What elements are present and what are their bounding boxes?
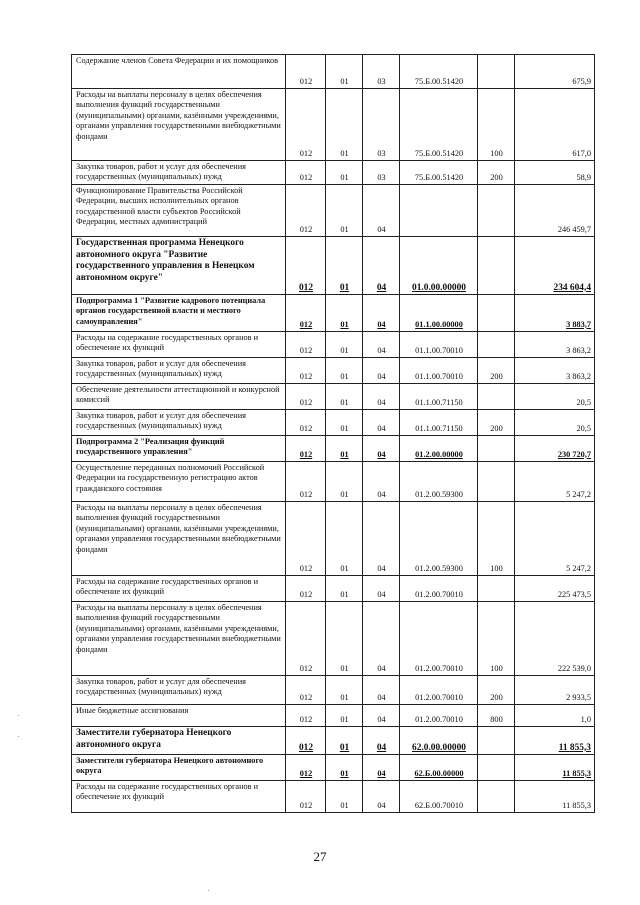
row-ved-code: 012 (286, 727, 326, 755)
row-section-code: 01 (326, 237, 363, 295)
table-row (72, 462, 595, 502)
budget-table (71, 54, 595, 813)
row-ved-code: 012 (286, 576, 326, 602)
row-subsection-code: 04 (363, 237, 400, 295)
row-target-article: 62.0.00.00000 (400, 727, 478, 755)
row-section-code: 01 (326, 295, 363, 332)
row-amount: 617,0 (515, 89, 595, 161)
budget-table-body (72, 55, 595, 813)
row-name: Расходы на выплаты персоналу в целях обеспечения выполнения функций государственными (муниципальными) органами, казёнными учреждениями, органами управления государственными внебюджетными фондами (72, 502, 286, 576)
row-name: Подпрограмма 1 "Развитие кадрового потенциала органов государственной власти и местного самоуправления" (72, 295, 286, 332)
row-subsection-code: 03 (363, 55, 400, 89)
row-target-article: 01.2.00.70010 (400, 705, 478, 727)
table-row (72, 727, 595, 755)
row-amount: 20,5 (515, 384, 595, 410)
row-expense-type: 200 (478, 410, 515, 436)
row-ved-code: 012 (286, 384, 326, 410)
row-expense-type: 100 (478, 502, 515, 576)
row-target-article: 01.2.00.70010 (400, 602, 478, 676)
row-expense-type (478, 295, 515, 332)
row-expense-type: 100 (478, 89, 515, 161)
row-ved-code: 012 (286, 185, 326, 237)
row-expense-type (478, 384, 515, 410)
table-row (72, 237, 595, 295)
row-name: Закупка товаров, работ и услуг для обеспечения государственных (муниципальных) нужд (72, 161, 286, 185)
table-row (72, 502, 595, 576)
row-name: Функционирование Правительства Российской Федерации, высших исполнительных органов государственной власти субъектов Российской Федерации, местных администраций (72, 185, 286, 237)
table-row (72, 602, 595, 676)
row-amount: 11 855,3 (515, 755, 595, 781)
row-amount: 2 933,5 (515, 676, 595, 705)
row-expense-type: 200 (478, 676, 515, 705)
row-amount: 234 604,4 (515, 237, 595, 295)
row-subsection-code: 04 (363, 576, 400, 602)
row-target-article: 75.Б.00.51420 (400, 89, 478, 161)
row-amount: 675,9 (515, 55, 595, 89)
row-subsection-code: 04 (363, 185, 400, 237)
row-section-code: 01 (326, 462, 363, 502)
row-expense-type (478, 185, 515, 237)
table-row (72, 705, 595, 727)
table-row (72, 295, 595, 332)
row-name: Заместители губернатора Ненецкого автономного округа (72, 727, 286, 755)
row-ved-code: 012 (286, 755, 326, 781)
row-target-article: 01.1.00.71150 (400, 384, 478, 410)
row-section-code: 01 (326, 89, 363, 161)
row-name: Осуществление переданных полномочий Российской Федерации на государственную регистрацию актов гражданского состояния (72, 462, 286, 502)
row-target-article (400, 185, 478, 237)
row-section-code: 01 (326, 161, 363, 185)
row-subsection-code: 04 (363, 436, 400, 462)
table-row (72, 576, 595, 602)
row-ved-code: 012 (286, 410, 326, 436)
row-amount: 11 855,3 (515, 781, 595, 813)
row-expense-type (478, 237, 515, 295)
scan-speck (18, 715, 19, 716)
row-target-article: 01.2.00.59300 (400, 502, 478, 576)
row-section-code: 01 (326, 705, 363, 727)
row-ved-code: 012 (286, 161, 326, 185)
table-row (72, 676, 595, 705)
row-subsection-code: 04 (363, 358, 400, 384)
row-amount: 3 883,7 (515, 295, 595, 332)
row-name: Обеспечение деятельности аттестационной и конкурсной комиссий (72, 384, 286, 410)
row-target-article: 01.2.00.70010 (400, 576, 478, 602)
row-name: Содержание членов Совета Федерации и их помощников (72, 55, 286, 89)
row-name: Заместители губернатора Ненецкого автономного округа (72, 755, 286, 781)
row-section-code: 01 (326, 55, 363, 89)
row-expense-type (478, 781, 515, 813)
row-name: Подпрограмма 2 "Реализация функций государственного управления" (72, 436, 286, 462)
row-target-article: 01.1.00.70010 (400, 358, 478, 384)
row-amount: 222 539,0 (515, 602, 595, 676)
row-amount: 3 863,2 (515, 358, 595, 384)
row-expense-type: 800 (478, 705, 515, 727)
row-target-article: 01.0.00.00000 (400, 237, 478, 295)
row-name: Расходы на выплаты персоналу в целях обеспечения выполнения функций государственными (муниципальными) органами, казёнными учреждениями, органами управления государственными внебюджетными фондами (72, 89, 286, 161)
row-name: Расходы на выплаты персоналу в целях обеспечения выполнения функций государственными (муниципальными) органами, казёнными учреждениями, органами управления государственными внебюджетными фондами (72, 602, 286, 676)
row-subsection-code: 04 (363, 727, 400, 755)
row-amount: 3 863,2 (515, 332, 595, 358)
row-ved-code: 012 (286, 89, 326, 161)
row-name: Государственная программа Ненецкого автономного округа "Развитие государственного управления в Ненецком автономном округе" (72, 237, 286, 295)
row-expense-type (478, 727, 515, 755)
row-target-article: 01.1.00.70010 (400, 332, 478, 358)
table-row (72, 358, 595, 384)
row-section-code: 01 (326, 185, 363, 237)
row-expense-type (478, 436, 515, 462)
row-section-code: 01 (326, 410, 363, 436)
row-section-code: 01 (326, 358, 363, 384)
row-subsection-code: 04 (363, 462, 400, 502)
row-section-code: 01 (326, 502, 363, 576)
row-ved-code: 012 (286, 436, 326, 462)
row-expense-type: 200 (478, 161, 515, 185)
row-section-code: 01 (326, 384, 363, 410)
row-expense-type (478, 55, 515, 89)
row-section-code: 01 (326, 676, 363, 705)
row-amount: 58,9 (515, 161, 595, 185)
row-target-article: 01.1.00.00000 (400, 295, 478, 332)
row-ved-code: 012 (286, 237, 326, 295)
row-amount: 5 247,2 (515, 462, 595, 502)
row-subsection-code: 03 (363, 161, 400, 185)
row-subsection-code: 04 (363, 410, 400, 436)
row-name: Расходы на содержание государственных органов и обеспечение их функций (72, 781, 286, 813)
table-row (72, 755, 595, 781)
row-target-article: 75.Б.00.51420 (400, 55, 478, 89)
row-subsection-code: 04 (363, 781, 400, 813)
row-target-article: 75.Б.00.51420 (400, 161, 478, 185)
table-row (72, 384, 595, 410)
row-ved-code: 012 (286, 295, 326, 332)
row-name: Иные бюджетные ассигнования (72, 705, 286, 727)
scan-speck (18, 736, 19, 737)
row-subsection-code: 04 (363, 332, 400, 358)
row-subsection-code: 04 (363, 755, 400, 781)
row-ved-code: 012 (286, 332, 326, 358)
table-row (72, 185, 595, 237)
row-amount: 20,5 (515, 410, 595, 436)
row-ved-code: 012 (286, 705, 326, 727)
row-subsection-code: 03 (363, 89, 400, 161)
table-row (72, 332, 595, 358)
row-ved-code: 012 (286, 781, 326, 813)
row-expense-type (478, 755, 515, 781)
row-expense-type: 200 (478, 358, 515, 384)
row-name: Расходы на содержание государственных органов и обеспечение их функций (72, 576, 286, 602)
row-amount: 5 247,2 (515, 502, 595, 576)
row-subsection-code: 04 (363, 602, 400, 676)
row-subsection-code: 04 (363, 502, 400, 576)
row-ved-code: 012 (286, 55, 326, 89)
row-name: Расходы на содержание государственных органов и обеспечение их функций (72, 332, 286, 358)
row-target-article: 01.2.00.00000 (400, 436, 478, 462)
table-row (72, 781, 595, 813)
row-subsection-code: 04 (363, 705, 400, 727)
row-ved-code: 012 (286, 676, 326, 705)
table-row (72, 410, 595, 436)
row-section-code: 01 (326, 332, 363, 358)
row-subsection-code: 04 (363, 295, 400, 332)
table-row (72, 161, 595, 185)
row-amount: 225 473,5 (515, 576, 595, 602)
row-target-article: 01.1.00.71150 (400, 410, 478, 436)
row-subsection-code: 04 (363, 676, 400, 705)
row-amount: 11 855,3 (515, 727, 595, 755)
table-row (72, 55, 595, 89)
row-amount: 230 720,7 (515, 436, 595, 462)
table-row (72, 89, 595, 161)
row-section-code: 01 (326, 781, 363, 813)
row-target-article: 01.2.00.70010 (400, 676, 478, 705)
row-ved-code: 012 (286, 502, 326, 576)
row-target-article: 62.Б.00.00000 (400, 755, 478, 781)
row-amount: 1,0 (515, 705, 595, 727)
row-expense-type (478, 576, 515, 602)
row-section-code: 01 (326, 755, 363, 781)
row-name: Закупка товаров, работ и услуг для обеспечения государственных (муниципальных) нужд (72, 410, 286, 436)
row-ved-code: 012 (286, 602, 326, 676)
row-target-article: 01.2.00.59300 (400, 462, 478, 502)
row-ved-code: 012 (286, 462, 326, 502)
row-subsection-code: 04 (363, 384, 400, 410)
row-expense-type: 100 (478, 602, 515, 676)
row-section-code: 01 (326, 436, 363, 462)
row-ved-code: 012 (286, 358, 326, 384)
table-row (72, 436, 595, 462)
row-name: Закупка товаров, работ и услуг для обеспечения государственных (муниципальных) нужд (72, 676, 286, 705)
page-number: 27 (313, 849, 327, 864)
row-name: Закупка товаров, работ и услуг для обеспечения государственных (муниципальных) нужд (72, 358, 286, 384)
row-section-code: 01 (326, 727, 363, 755)
row-expense-type (478, 332, 515, 358)
row-section-code: 01 (326, 576, 363, 602)
row-expense-type (478, 462, 515, 502)
row-amount: 246 459,7 (515, 185, 595, 237)
row-section-code: 01 (326, 602, 363, 676)
row-target-article: 62.Б.00.70010 (400, 781, 478, 813)
scan-speck (208, 890, 209, 891)
